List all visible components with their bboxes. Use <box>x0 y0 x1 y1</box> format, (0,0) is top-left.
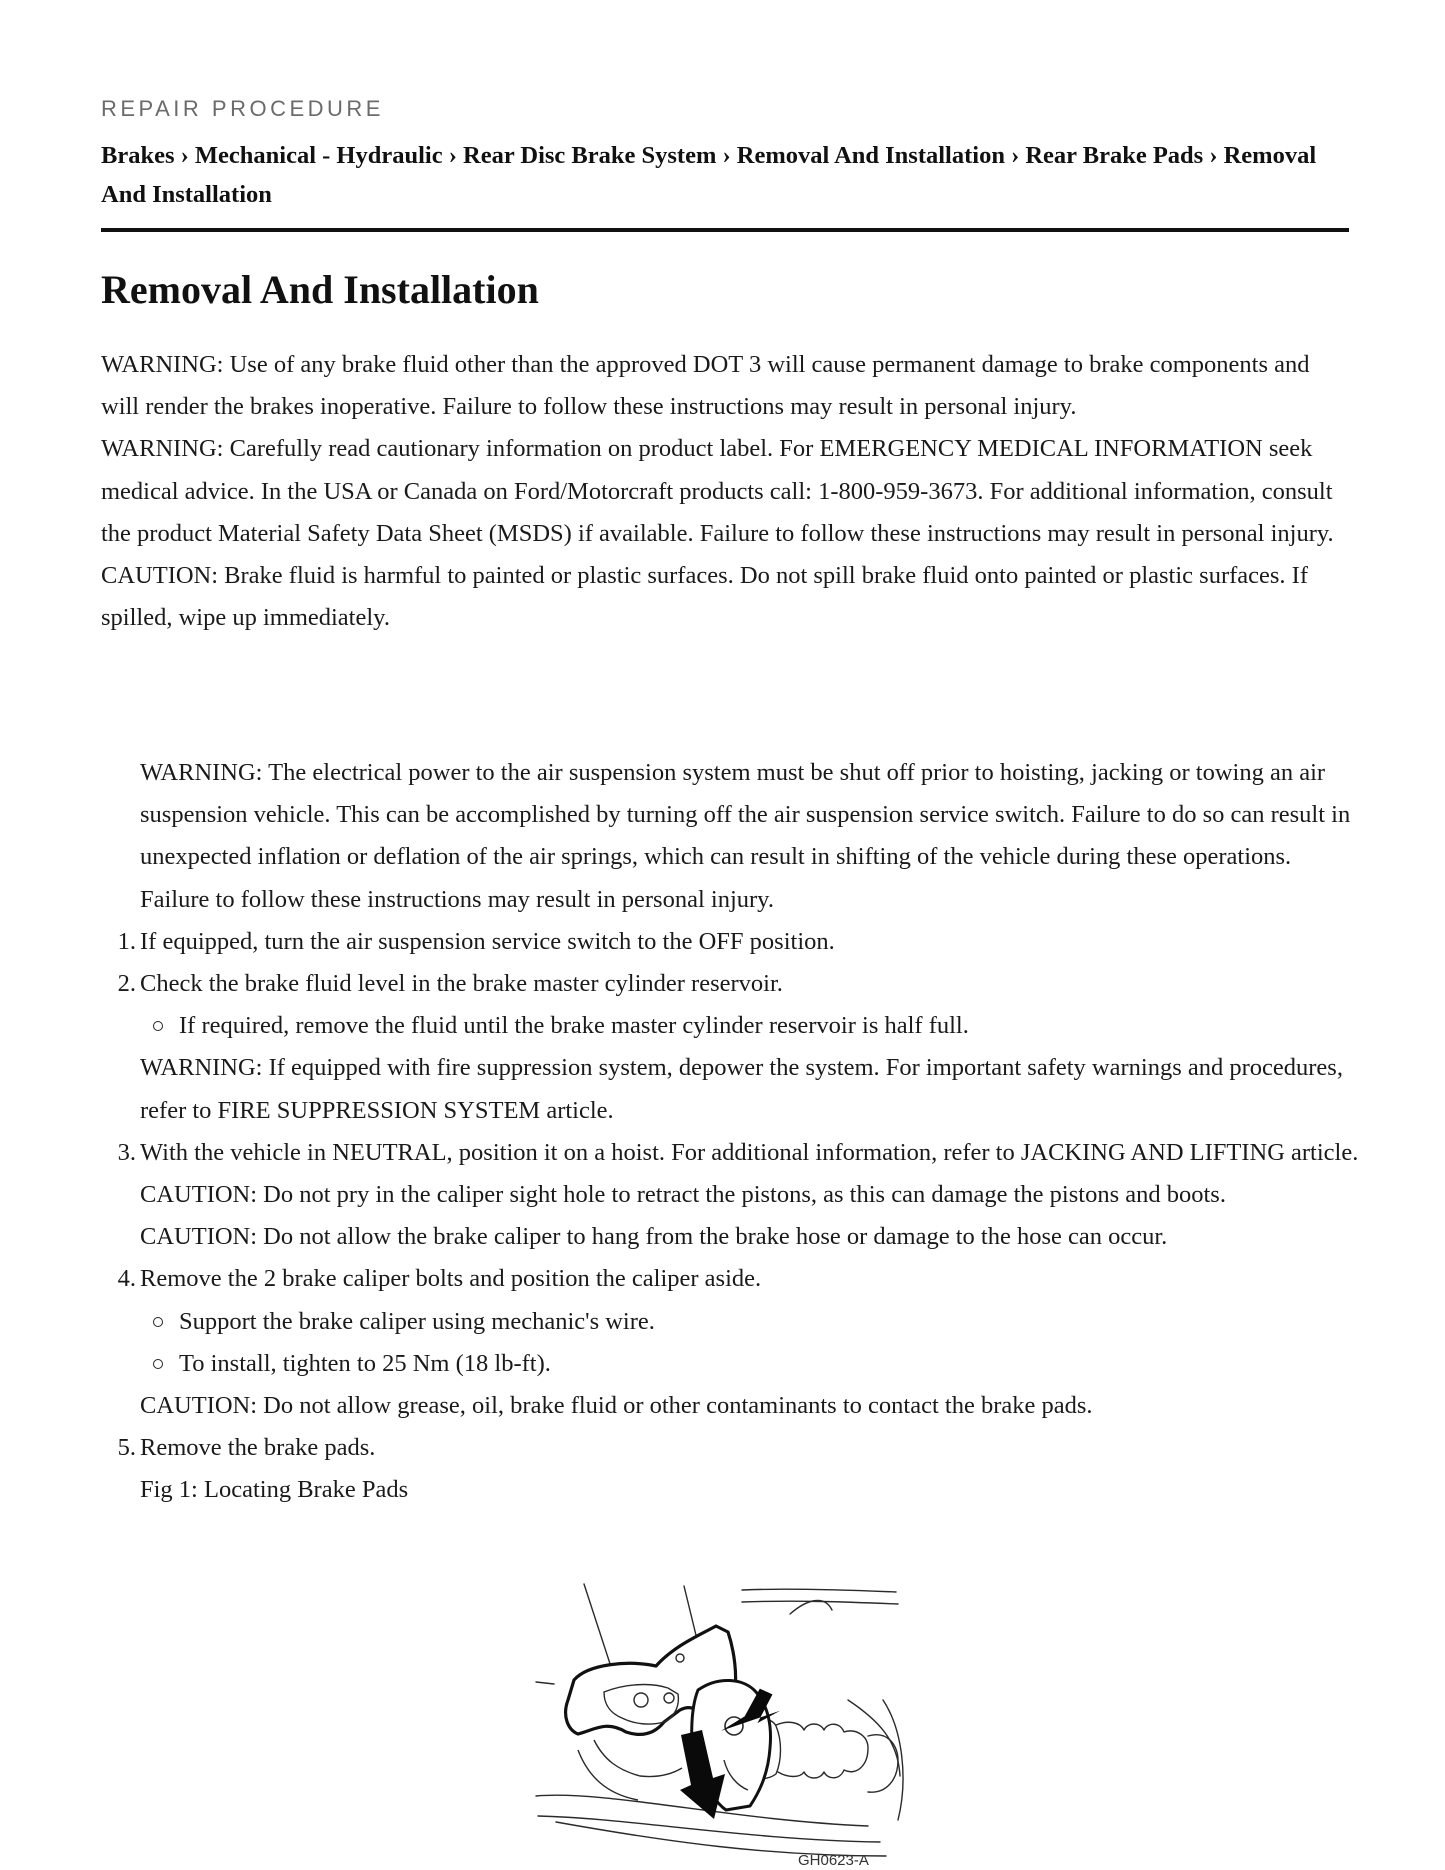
step-number: 4. <box>117 1265 136 1293</box>
brake-caliper-illustration <box>428 1580 968 1870</box>
fire-suppression-warning: WARNING: If equipped with fire suppression system, depower the system. For important safety warnings and procedures, refer to FIRE SUPPRESSION SYSTEM article. <box>140 1054 1343 1124</box>
header-divider <box>101 228 1349 232</box>
step-text: Check the brake fluid level in the brake master cylinder reservoir. <box>140 970 783 998</box>
step-2 <box>117 963 1360 1005</box>
contaminant-caution: CAUTION: Do not allow grease, oil, brake fluid or other contaminants to contact the brake pads. <box>140 1392 1093 1420</box>
pry-caution: CAUTION: Do not pry in the caliper sight hole to retract the pistons, as this can damage the pistons and boots. <box>140 1181 1226 1209</box>
section-kicker: REPAIR PROCEDURE <box>101 96 384 121</box>
procedure-steps <box>117 752 1360 1512</box>
figure-code: GH0623-A <box>798 1852 869 1869</box>
emergency-warning: WARNING: Carefully read cautionary information on product label. For EMERGENCY MEDICAL INFORMATION seek medical advice. In the USA or Canada on Ford/Motorcraft products call: 1-800-959-3673. For additional information, consult the product Material Safety Data Sheet (MSDS) if available. Failure to follow these instructions may result in personal injury. <box>101 435 1334 547</box>
step-1 <box>117 921 1360 963</box>
step-4 <box>117 1258 1360 1300</box>
paint-caution: CAUTION: Brake fluid is harmful to painted or plastic surfaces. Do not spill brake fluid onto painted or plastic surfaces. If spilled, wipe up immediately. <box>101 562 1308 632</box>
dot3-warning: WARNING: Use of any brake fluid other than the approved DOT 3 will cause permanent damage to brake components and will render the brakes inoperative. Failure to follow these instructions may result in personal injury. <box>101 351 1310 421</box>
step-4-bullet-1: Support the brake caliper using mechanic's wire. <box>140 1301 1360 1343</box>
step-5 <box>117 1427 1360 1469</box>
step-number: 5. <box>117 1434 136 1462</box>
breadcrumb: Brakes › Mechanical - Hydraulic › Rear Disc Brake System › Removal And Installation › Rear Brake Pads › Removal And Installation <box>101 142 1317 208</box>
step-2-bullet-1: If required, remove the fluid until the brake master cylinder reservoir is half full. <box>140 1005 1360 1047</box>
step-text: If equipped, turn the air suspension service switch to the OFF position. <box>140 927 835 955</box>
step-3 <box>117 1132 1360 1174</box>
prelude-notes <box>101 344 1351 639</box>
step-number: 3. <box>117 1138 136 1166</box>
step-text: With the vehicle in NEUTRAL, position it on a hoist. For additional information, refer to JACKING AND LIFTING article. <box>140 1138 1359 1166</box>
step-number: 1. <box>117 927 136 955</box>
hang-caution: CAUTION: Do not allow the brake caliper to hang from the brake hose or damage to the hose can occur. <box>140 1223 1168 1251</box>
figure-caption: Fig 1: Locating Brake Pads <box>140 1476 409 1504</box>
air-suspension-warning: WARNING: The electrical power to the air suspension system must be shut off prior to hoisting, jacking or towing an air suspension vehicle. This can be accomplished by turning off the air suspension service switch. Failure to do so can result in unexpected inflation or deflation of the air springs, which can result in shifting of the vehicle during these operations. Failure to follow these instructions may result in personal injury. <box>140 759 1351 913</box>
step-number: 2. <box>117 970 136 998</box>
step-4-bullet-2: To install, tighten to 25 Nm (18 lb-ft). <box>140 1343 1360 1385</box>
step-text: Remove the brake pads. <box>140 1434 376 1462</box>
step-text: Remove the 2 brake caliper bolts and position the caliper aside. <box>140 1265 762 1293</box>
page-title: Removal And Installation <box>101 267 539 312</box>
